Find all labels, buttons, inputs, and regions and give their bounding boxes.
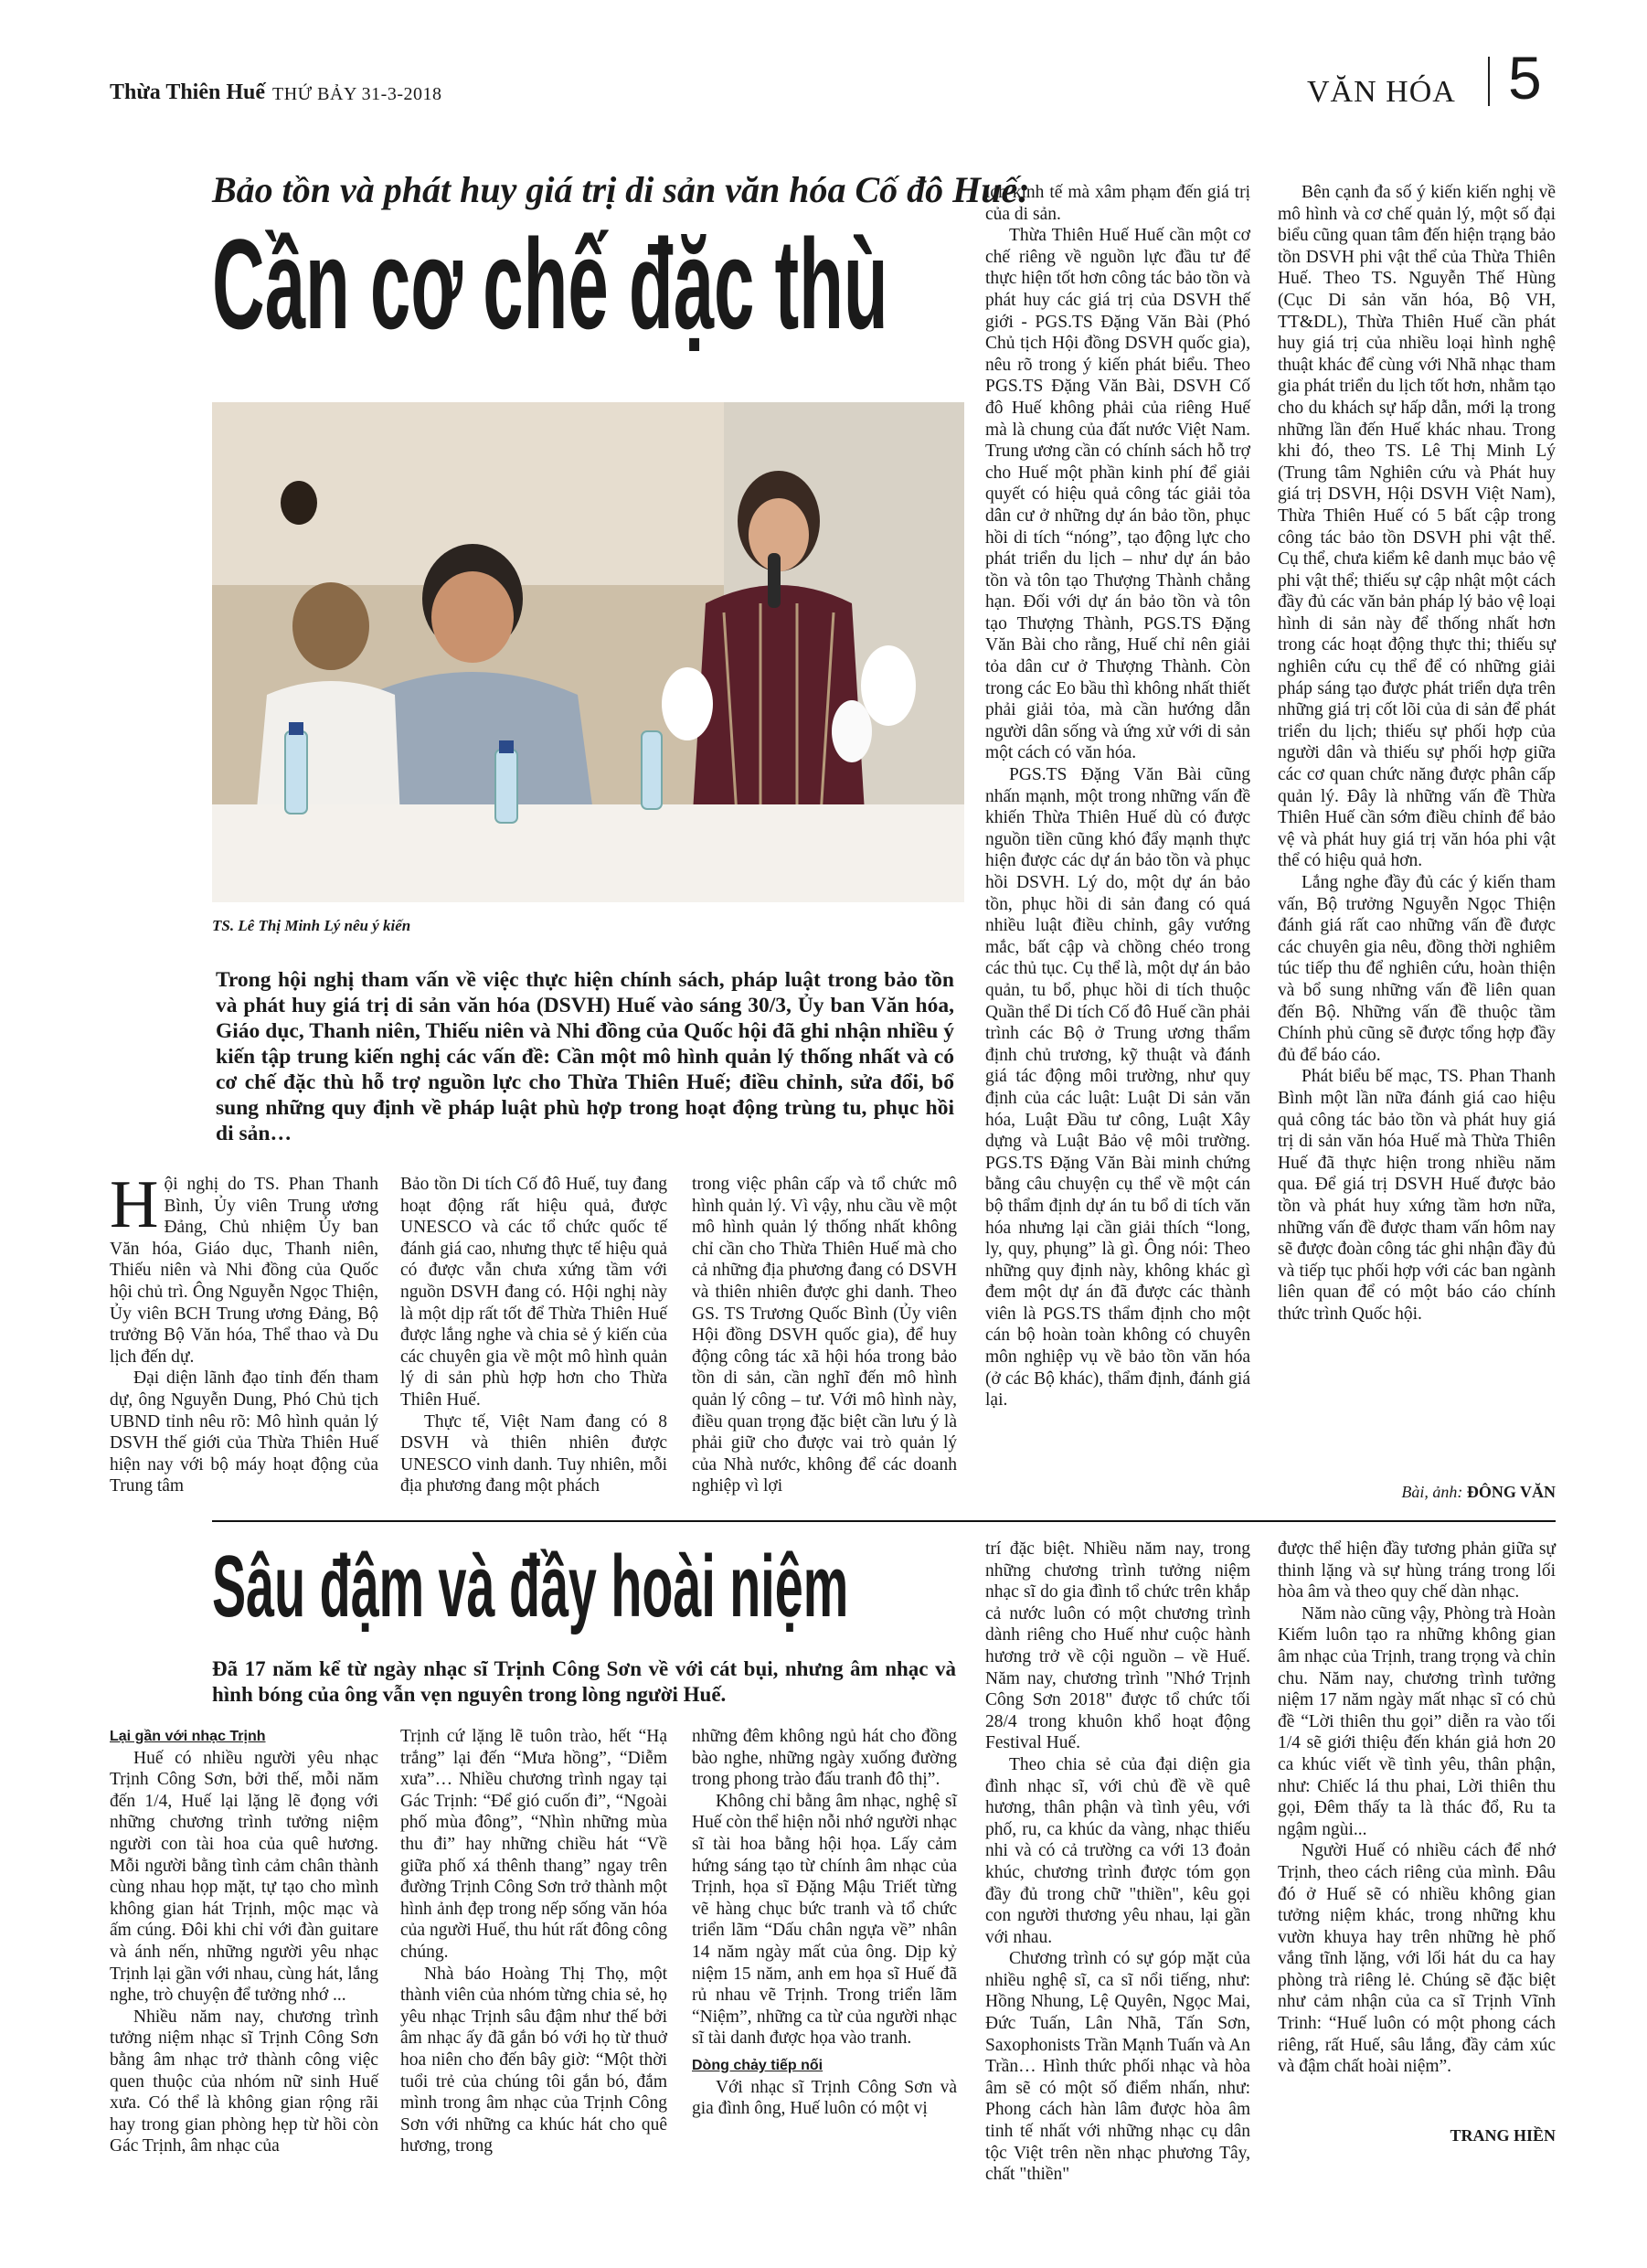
section-name: VĂN HÓA (1307, 75, 1456, 109)
paragraph: Theo chia sẻ của đại diện gia đình nhạc sĩ, với chủ đề về quê hương, thân phận và tình yêu, với phố, ru, ca khúc da vàng, nhạc thiếu nhi và có cả trường ca với 13 đoản khúc, chương trình được tóm gọn đầy đủ trong chữ "thiền", kêu gọi con người thương yêu nhau, lại gần với nhau. (985, 1754, 1250, 1947)
article1-title: Cần cơ chế đặc thù (212, 212, 888, 356)
article1-lede: Trong hội nghị tham vấn về việc thực hiện chính sách, pháp luật trong bảo tồn và phát huy giá trị di sản văn hóa (DSVH) Huế vào sáng 30/3, Ủy ban Văn hóa, Giáo dục, Thanh niên, Thiếu niên và Nhi đồng của Quốc hội đã ghi nhận nhiều ý kiến tập trung kiến nghị các vấn đề: Cần một mô hình quản lý thống nhất và có cơ chế đặc thù hỗ trợ nguồn lực cho Thừa Thiên Huế; điều chỉnh, sửa đổi, bổ sung những quy định về pháp luật phù hợp trong hoạt động trùng tu, phục hồi di sản… (216, 968, 954, 1145)
article2-byline: TRANG HIỀN (1450, 2126, 1556, 2145)
paragraph: Chương trình có sự góp mặt của nhiều nghệ sĩ, ca sĩ nổi tiếng, như: Hồng Nhung, Lệ Quyên, Ngọc Mai, Đức Tuấn, Lân Nhã, Tấn Sơn, Saxophonists Trần Mạnh Tuấn và An Trần… Hình thức phối nhạc và hòa âm sẽ có một số điểm nhấn, như: Phong cách hàn lâm được hòa âm tinh tế nhất với những nhạc cụ dân tộc Việt trên nền nhạc phương Tây, chất "thiền" (985, 1949, 1250, 2185)
article-separator (212, 1520, 1556, 1522)
paragraph: Lắng nghe đầy đủ các ý kiến tham vấn, Bộ trưởng Nguyễn Ngọc Thiện đánh giá rất cao những vấn đề được các chuyên gia nêu, đồng thời nghiêm túc tiếp thu để nghiên cứu, hoàn thiện và bổ sung những vấn đề liên quan đến Bộ. Những vấn đề thuộc tầm Chính phủ cũng sẽ được tổng hợp đầy đủ để báo cáo. (1278, 873, 1556, 1065)
paragraph: Nhiều năm nay, chương trình tưởng niệm nhạc sĩ Trịnh Công Sơn bằng âm nhạc trở thành công việc quen thuộc của nhóm nữ sinh Huế xưa. Có thể là không gian rộng rãi hay trong gian phòng hẹp từ hồi còn Gác Trịnh, âm nhạc của (110, 2007, 378, 2156)
paragraph: Thừa Thiên Huế Huế cần một cơ chế riêng về nguồn lực đầu tư để thực hiện tốt hơn công tác bảo tồn và phát huy các giá trị của DSVH thế giới - PGS.TS Đặng Văn Bài (Phó Chủ tịch Hội đồng DSVH quốc gia), nêu rõ trong ý kiến phát biểu. Theo PGS.TS Đặng Văn Bài, DSVH Cố đô Huế không phải của riêng Huế mà là chung của đất nước Việt Nam. Trung ương cần có chính sách hỗ trợ cho Huế một phần kinh phí để giải quyết có hiệu quả công tác giải tỏa dân cư ở những dự án bảo tồn, phục hồi di tích “nóng”, tạo động lực cho phát triển du lịch – như dự án bảo tồn và tôn tạo Thượng Thành chẳng hạn. Đối với dự án bảo tồn và tôn tạo Thượng Thành, PGS.TS Đặng Văn Bài cho rằng, Huế chỉ nên giải tỏa dân cư ở Thượng Thành. Còn trong các Eo bầu thì không nhất thiết phải giải tỏa, mà cần hướng dẫn người dân sống và ứng xử với di sản một cách có văn hóa. (985, 226, 1250, 763)
paragraph: Năm nào cũng vậy, Phòng trà Hoàn Kiếm luôn tạo ra những không gian âm nhạc của Trịnh, trang trọng và chỉn chu. Năm nay, chương trình tưởng niệm 17 năm ngày mất nhạc sĩ có chủ đề “Lời thiên thu gọi” diễn ra vào tối 1/4 sẽ giới thiệu đến khán giả hơn 20 ca khúc viết về tình yêu, thân phận, như: Chiếc lá thu phai, Lời thiên thu gọi, Đêm thấy ta là thác đổ, Ru ta ngậm ngùi... (1278, 1603, 1556, 1839)
article1-byline (1278, 1483, 1556, 1502)
paragraph: PGS.TS Đặng Văn Bài cũng nhấn mạnh, một trong những vấn đề khiến Thừa Thiên Huế dù có được nguồn tiền cũng khó đẩy mạnh thực hiện được các dự án bảo tồn và phục hồi DSVH. Lý do, một dự án bảo tồn, phục hồi di sản đang có quá nhiều luật điều chỉnh, gây vướng mắc, bất cập và chồng chéo trong các thủ tục. Cụ thể là, một dự án bảo quản, tu bổ, phục hồi di tích thuộc Quần thể Di tích Cố đô Huế cần phải trình các Bộ ở Trung ương thẩm định chủ trương, kỹ thuật và đánh giá tác động môi trường, như quy định của các luật: Luật Di sản văn hóa, Luật Đầu tư công, Luật Xây dựng và Luật Bảo vệ môi trường. PGS.TS Đặng Văn Bài minh chứng bằng câu chuyện cụ thể về một cán bộ thẩm định dự án tu bổ di tích văn hóa nhưng lại cần giải thích “long, ly, quy, phụng” là gì. Ông nói: Theo những quy định này, không khác gì đem một dự án đã được các thành viên là PGS.TS thẩm định cho một cán bộ hoàn toàn không có chuyên môn nghiệp vụ về bảo tồn văn hóa (ở các Bộ khác), thẩm định, đánh giá lại. (985, 765, 1250, 1411)
page-number: 5 (1508, 44, 1542, 112)
paragraph: Trịnh cứ lặng lẽ tuôn trào, hết “Hạ trắng” lại đến “Mưa hồng”, “Diễm xưa”… Nhiều chương trình ngay tại Gác Trịnh: “Để gió cuốn đi”, “Ngoài phố mùa đông”, “Nhìn những mùa thu đi” hay những chiều hát “Về giữa phố xá thênh thang” ngay trên đường Trịnh Công Sơn trở thành một hình ảnh đẹp trong nếp sống văn hóa của người Huế, thu hút rất đông công chúng. (400, 1727, 667, 1962)
paragraph: trong việc phân cấp và tổ chức mô hình quản lý. Vì vậy, nhu cầu về một mô hình quản lý thống nhất không chỉ cần cho Thừa Thiên Huế mà cho cả những địa phương đang có DSVH và thiên nhiên được ghi danh. Theo GS. TS Trương Quốc Bình (Ủy viên Hội đồng DSVH quốc gia), để huy động công tác xã hội hóa trong bảo tồn di sản, cần nghĩ đến mô hình quản lý công – tư. Với mô hình này, điều quan trọng đặc biệt cần lưu ý là phải giữ cho được vai trò quản lý của Nhà nước, không để các doanh nghiệp vì lợi (692, 1175, 957, 1496)
paragraph: Không chỉ bằng âm nhạc, nghệ sĩ Huế còn thể hiện nỗi nhớ người nhạc sĩ tài hoa bằng hội họa. Lấy cảm hứng sáng tạo từ chính âm nhạc của Trịnh, họa sĩ Đặng Mậu Triết từng vẽ hàng chục bức tranh và tổ chức triển lãm “Dấu chân ngựa về” nhân 14 năm ngày mất của ông. Dịp kỷ niệm 15 năm, anh em họa sĩ Huế đã rủ nhau vẽ Trịnh. Trong triển lãm “Niệm”, những ca từ của người nhạc sĩ tài danh được họa vào tranh. (692, 1791, 957, 2049)
article1-column-3 (692, 1174, 957, 1497)
paper-name: Thừa Thiên Huế (110, 80, 266, 104)
article2-column-4 (985, 1539, 1250, 2186)
meeting-photo-illustration (212, 402, 964, 902)
drop-cap: H (110, 1167, 159, 1242)
subhead-dong-chay: Dòng chảy tiếp nối (692, 2057, 824, 2073)
article2-column-1 (110, 1726, 378, 2157)
article2-lede: Đã 17 năm kể từ ngày nhạc sĩ Trịnh Công Sơn về với cát bụi, nhưng âm nhạc và hình bóng của ông vẫn vẹn nguyên trong lòng người Huế. (212, 1657, 956, 1706)
paragraph: Đại diện lãnh đạo tỉnh đến tham dự, ông Nguyễn Dung, Phó Chủ tịch UBND tỉnh nêu rõ: Mô hình quản lý DSVH thế giới của Thừa Thiên Huế hiện nay với bộ máy hoạt động của Trung tâm (110, 1368, 378, 1496)
article2-column-2 (400, 1726, 667, 2157)
byline-name: ĐÔNG VĂN (1466, 1483, 1556, 1501)
byline-prefix: Bài, ảnh: (1401, 1483, 1463, 1501)
article1-column-top4 (1278, 182, 1556, 1325)
article1-column-top3 (985, 182, 1250, 1411)
article2-column-5 (1278, 1539, 1556, 2078)
paragraph: Phát biểu bế mạc, TS. Phan Thanh Bình một lần nữa đánh giá cao hiệu quả công tác bảo tồn và phát huy giá trị di sản văn hóa Huế mà Thừa Thiên Huế đã thực hiện trong nhiều năm qua. Để giá trị DSVH Huế được bảo tồn và phát huy xứng tầm hơn nữa, những vấn đề được tham vấn hôm nay sẽ được đoàn công tác ghi nhận đầy đủ và tiếp tục phối hợp với các ban ngành liên quan để có một báo cáo chính thức trình Quốc hội. (1278, 1067, 1556, 1324)
paragraph: Bên cạnh đa số ý kiến kiến nghị về mô hình và cơ chế quản lý, một số đại biểu cũng quan tâm đến hiện trạng bảo tồn DSVH phi vật thể của Thừa Thiên Huế. Theo TS. Nguyễn Thế Hùng (Cục Di sản văn hóa, Bộ VH, TT&DL), Thừa Thiên Huế cần phát huy giá trị của nhiều loại hình nghệ thuật khác để cùng với Nhã nhạc tham gia phát triển du lịch tốt hơn, nhằm tạo cho du khách sự hấp dẫn, mới lạ trong những lần đến Huế khác nhau. Trong khi đó, theo TS. Lê Thị Minh Lý (Trung tâm Nghiên cứu và Phát huy giá trị DSVH, Hội DSVH Việt Nam), Thừa Thiên Huế có 5 bất cập trong công tác bảo tồn DSVH phi vật thể. Cụ thể, chưa kiểm kê danh mục bảo vệ phi vật thể; thiếu sự cập nhật một cách đầy đủ các văn bản pháp lý bảo vệ loại hình di sản này để thống nhất hơn trong các hoạt động thực thi; thiếu sự nghiên cứu cụ thể để có những giải pháp sáng tạo được phát triển dựa trên những giá trị cốt lõi của di sản để phát triển du lịch; thiếu sự phối hợp của người dân và thiếu sự phối hợp giữa các cơ quan chức năng được phân cấp quản lý. Đây là những vấn đề Thừa Thiên Huế cần sớm điều chỉnh để bảo vệ và phát huy giá trị văn hóa phi vật thể có hiệu quả hơn. (1278, 183, 1556, 871)
paragraph: Nhà báo Hoàng Thị Thọ, một thành viên của nhóm từng chia sẻ, họ yêu nhạc Trịnh sâu đậm như thế bởi âm nhạc ấy đã gắn bó với họ từ thuở hoa niên cho đến bây giờ: “Một thời tuổi trẻ của chúng tôi gắn bó, đắm mình trong âm nhạc của Trịnh Công Sơn với những ca khúc hát cho quê hương, trong (400, 1964, 667, 2156)
paragraph: Người Huế có nhiều cách để nhớ Trịnh, theo cách riêng của mình. Đâu đó ở Huế sẽ có nhiều không gian tưởng niệm khác, trong những khu vườn khuya hay trên những hè phố vắng tĩnh lặng, với lối hát du ca hay phòng trà riêng lẻ. Chúng sẽ đặc biệt như cảm nhận của ca sĩ Trịnh Vĩnh Trinh: “Huế luôn có một phong cách riêng, rất Huế, sâu lắng, đầy cảm xúc và đậm chất hoài niệm”. (1278, 1841, 1556, 2077)
photo-caption: TS. Lê Thị Minh Lý nêu ý kiến (212, 917, 411, 934)
subhead-lai-gan: Lại gần với nhạc Trịnh (110, 1729, 266, 1744)
paragraph-text: ội nghị do TS. Phan Thanh Bình, Ủy viên Trung ương Đảng, Chủ nhiệm Ủy ban Văn hóa, Giáo dục, Thanh niên, Thiếu niên và Nhi đồng của Quốc hội chủ trì. Ông Nguyễn Ngọc Thiện, Ủy viên BCH Trung ương Đảng, Bộ trưởng Bộ Văn hóa, Thể thao và Du lịch đến dự. (110, 1175, 378, 1367)
article1-photo (212, 402, 964, 902)
issue-date: THỨ BẢY 31-3-2018 (272, 84, 442, 104)
paragraph (110, 1167, 378, 1368)
paragraph: Bảo tồn Di tích Cố đô Huế, tuy đang hoạt động rất hiệu quả, được UNESCO và các tổ chức quốc tế đánh giá cao, nhưng thực tế hiệu quả có được vẫn chưa xứng tầm với nguồn DSVH đang có. Hội nghị này là một dịp rất tốt để Thừa Thiên Huế được lắng nghe và chia sẻ ý kiến của các chuyên gia về một mô hình quản lý di sản phù hợp hơn cho Thừa Thiên Huế. (400, 1175, 667, 1410)
paragraph: ích kinh tế mà xâm phạm đến giá trị của di sản. (985, 183, 1250, 224)
paragraph: Huế có nhiều người yêu nhạc Trịnh Công Sơn, bởi thế, mỗi năm đến 1/4, Huế lại lặng lẽ đọng với những chương trình tưởng niệm người con tài hoa của quê hương. Mỗi người bằng tình cảm chân thành cùng nhau họp mặt, tự tạo cho mình không gian hát Trịnh, mộc mạc và ấm cúng. Đôi khi chỉ với đàn guitare và ánh nến, những người yêu nhạc Trịnh lại gần với nhau, cùng hát, lắng nghe, trò chuyện để tưởng nhớ ... (110, 1748, 378, 2006)
article1-kicker: Bảo tồn và phát huy giá trị di sản văn hóa Cố đô Huế: (212, 169, 1030, 210)
article1-column-1 (110, 1167, 378, 1497)
paragraph: được thể hiện đầy tương phản giữa sự thinh lặng và sự hùng tráng trong lối hòa âm và theo quy chế dàn nhạc. (1278, 1539, 1556, 1603)
paragraph: những đêm không ngủ hát cho đồng bào nghe, những ngày xuống đường trong phong trào đấu tranh đô thị”. (692, 1727, 957, 1790)
article2-title: Sâu đậm và đầy hoài niệm (212, 1538, 849, 1635)
article2-column-3 (692, 1726, 957, 2120)
paragraph: trí đặc biệt. Nhiều năm nay, trong những chương trình tưởng niệm nhạc sĩ do gia đình tổ chức trên khắp cả nước luôn có một chương trình dành riêng cho Huế như cuộc hành hương trở về cội nguồn – về Huế. Năm nay, chương trình "Nhớ Trịnh Công Sơn 2018" được tổ chức tối 28/4 trong khuôn khổ hoạt động Festival Huế. (985, 1539, 1250, 1753)
paragraph: Thực tế, Việt Nam đang có 8 DSVH và thiên nhiên được UNESCO vinh danh. Tuy nhiên, mỗi địa phương đang một phách (400, 1411, 667, 1496)
masthead-divider (1488, 57, 1490, 106)
paragraph: Với nhạc sĩ Trịnh Công Sơn và gia đình ông, Huế luôn có một vị (692, 2077, 957, 2119)
article1-column-2 (400, 1174, 667, 1497)
